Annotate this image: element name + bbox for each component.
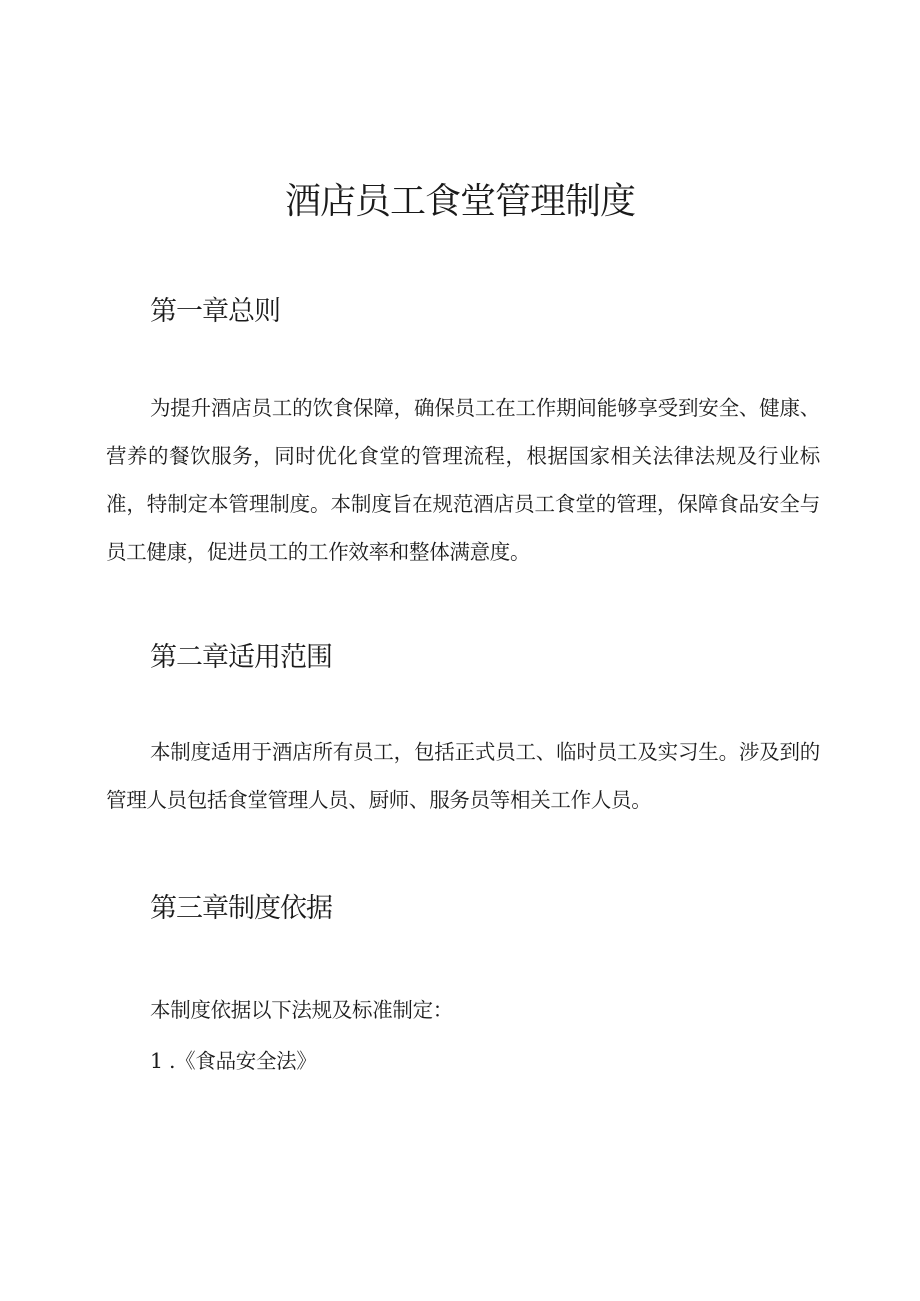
chapter-3-heading: 第三章制度依据 bbox=[150, 893, 332, 924]
chapter-1-paragraph: 为提升酒店员工的饮食保障，确保员工在工作期间能够享受到安全、健康、营养的餐饮服务，同时优化食堂的管理流程，根据国家相关法律法规及行业标准，特制定本管理制度。本制度旨在规范酒店员工食堂的管理，保障食品安全与员工健康，促进员工的工作效率和整体满意度。 bbox=[106, 396, 820, 564]
chapter-1-heading: 第一章总则 bbox=[150, 296, 280, 327]
list-item: 1 .《食品安全法》 bbox=[150, 1049, 317, 1073]
document-title: 酒店员工食堂管理制度 bbox=[284, 181, 635, 222]
chapter-2-heading: 第二章适用范围 bbox=[150, 642, 332, 673]
chapter-2-paragraph: 本制度适用于酒店所有员工，包括正式员工、临时员工及实习生。涉及到的管理人员包括食堂管理人员、厨师、服务员等相关工作人员。 bbox=[106, 740, 820, 812]
chapter-3-paragraph: 本制度依据以下法规及标准制定： bbox=[150, 998, 453, 1022]
